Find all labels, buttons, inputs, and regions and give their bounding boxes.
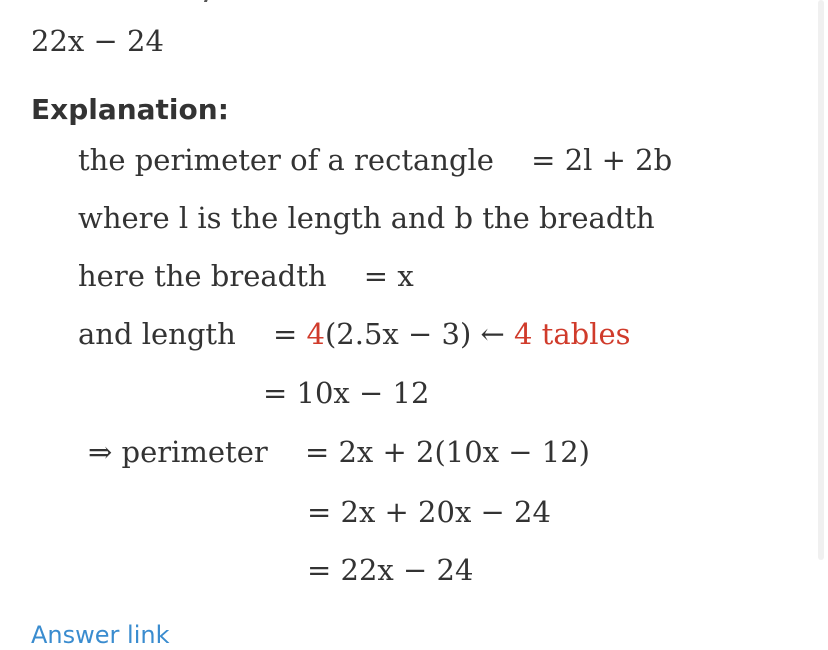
line-text: where l is the length and b the breadth: [78, 201, 655, 235]
line-perimeter-result: [307, 552, 473, 588]
clipped-text-fragment: [204, 0, 209, 2]
highlighted-coefficient: 4: [306, 317, 325, 351]
implies-icon: ⇒: [88, 435, 113, 469]
equals-sign: =: [272, 317, 298, 351]
line-equation: = 10x − 12: [263, 376, 430, 410]
line-equation: = 2l + 2b: [531, 143, 673, 177]
line-text: perimeter: [121, 435, 268, 469]
line-text: and length: [78, 317, 236, 351]
line-breadth: [78, 258, 414, 294]
line-equation: = 2x + 20x − 24: [307, 495, 551, 529]
scrollbar[interactable]: [818, 0, 824, 560]
line-equation: = x: [363, 259, 414, 293]
line-length: [78, 316, 631, 352]
line-length-simplified: [263, 375, 429, 411]
highlighted-note: 4 tables: [514, 317, 631, 351]
length-factor: (2.5x − 3): [324, 317, 472, 351]
answer-link[interactable]: Answer link: [31, 621, 170, 649]
line-perimeter-substitution: [88, 434, 590, 470]
left-arrow-icon: ←: [480, 317, 505, 351]
line-perimeter-expanded: [307, 494, 551, 530]
line-equation: = 22x − 24: [307, 553, 474, 587]
line-text: here the breadth: [78, 259, 327, 293]
line-text: the perimeter of a rectangle: [78, 143, 494, 177]
line-equation: = 2x + 2(10x − 12): [304, 435, 590, 469]
answer-expression: 22x − 24: [31, 24, 164, 58]
line-perimeter-definition: [78, 142, 672, 178]
line-variable-meaning: [78, 200, 655, 236]
explanation-heading: Explanation:: [31, 93, 229, 126]
